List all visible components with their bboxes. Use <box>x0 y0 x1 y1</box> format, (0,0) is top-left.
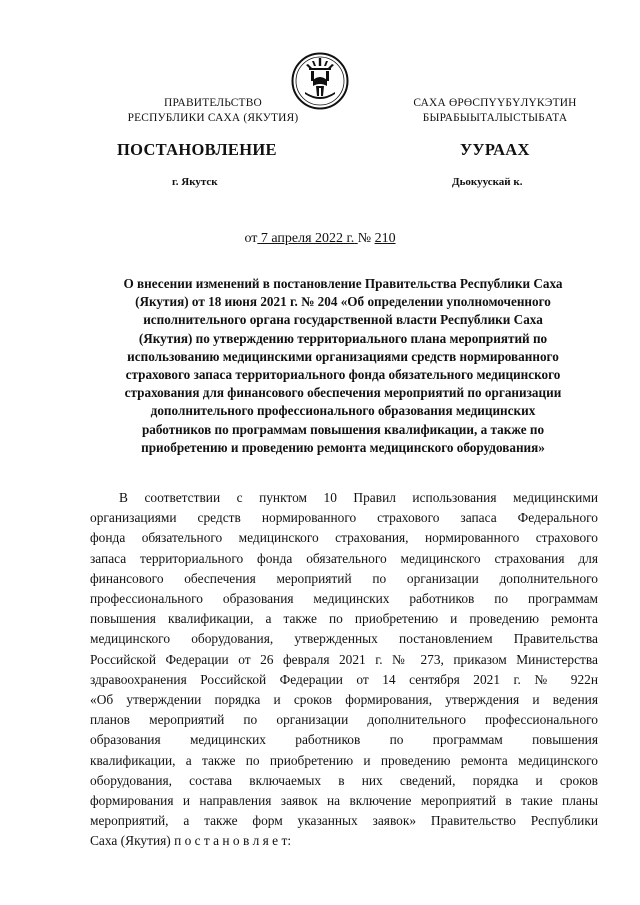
right-org-line1: САХА ӨРӨСПҮҮБҮЛҮКЭТИН <box>413 97 577 109</box>
title-line: дополнительного профессионального образования медицинских <box>150 403 536 419</box>
body-line: оборудования, состава включаемых в них сведений, порядка и сроков <box>90 772 598 788</box>
body-paragraph <box>90 488 598 852</box>
title-line: исполнительного органа государственной власти Республики Саха <box>143 312 543 328</box>
body-line: В соответствии с пунктом 10 Правил использования медицинскими <box>119 490 598 505</box>
body-line: здравоохранения Российской Федерации от 14 сентября 2021 г. № 922н <box>90 671 598 687</box>
number-prefix: № <box>357 231 372 246</box>
title-line: работников по программам повышения квалификации, а также по <box>141 421 545 437</box>
document-date: 7 апреля 2022 г. <box>260 231 355 246</box>
title-line: О внесении изменений в постановление Правительства Республики Саха <box>123 276 563 291</box>
body-line: финансового обеспечения мероприятий по организации дополнительного <box>90 570 598 586</box>
title-line: страхования для финансового обеспечения мероприятий по организации <box>124 385 562 401</box>
body-line: Российской Федерации от 26 февраля 2021 г. № 273, приказом Министерства <box>90 651 598 667</box>
left-org-line2: РЕСПУБЛИКИ САХА (ЯКУТИЯ) <box>127 112 299 124</box>
body-line: медицинского оборудования, утвержденных постановлением Правительства <box>90 631 598 647</box>
title-line: (Якутия) от 18 июня 2021 г. № 204 «Об определении уполномоченного <box>135 294 551 310</box>
body-line: образования медицинских работников по программам повышения <box>90 732 598 748</box>
doctype-ru: ПОСТАНОВЛЕНИЕ <box>117 140 277 159</box>
title-line: использованию медицинскими организациями средств нормированного <box>127 348 559 364</box>
right-org-name <box>380 96 610 126</box>
city-sah: Дьокуускай к. <box>452 176 523 188</box>
body-line: квалификации, а также по приобретению и проведению ремонта медицинского <box>90 752 598 768</box>
body-line: фонда обязательного медицинского страхования, нормированного страхового <box>90 530 598 546</box>
city-ru: г. Якутск <box>172 176 218 188</box>
date-number-line <box>0 231 640 247</box>
body-line: планов мероприятий по организации дополнительного профессионального <box>90 712 598 728</box>
left-org-name <box>100 96 326 126</box>
body-line: повышения квалификации, а также по приобретению и проведению ремонта <box>90 611 598 627</box>
body-line: Саха (Якутия) п о с т а н о в л я е т: <box>90 833 292 849</box>
title-line: страхового запаса территориального фонда обязательного медицинского <box>125 367 561 383</box>
date-prefix: от <box>244 231 258 246</box>
body-line: мероприятий, а также форм указанных заявок» Правительство Республики <box>90 813 598 829</box>
right-org-line2: БЫРАБЫЫТАЛЫСТЫБАТА <box>422 112 568 124</box>
body-line: запаса территориального фонда обязательного медицинского страхования для <box>90 550 598 566</box>
body-line: «Об утверждении порядка и сроков формирования, утверждения и ведения <box>90 692 598 708</box>
document-title <box>88 275 598 457</box>
document-number: 210 <box>374 231 396 246</box>
body-line: организациями средств нормированного страхового запаса Федерального <box>90 510 598 526</box>
doctype-sah: УУРААХ <box>460 140 530 159</box>
title-line: (Якутия) по утверждению территориального плана мероприятий по <box>138 330 548 346</box>
body-line: профессионального образования медицинских работников по программам <box>90 591 598 607</box>
title-line: приобретению и проведению ремонта медицинского оборудования» <box>141 439 545 455</box>
body-line: формирования и направления заявок на включение мероприятий в такие планы <box>90 793 598 809</box>
left-org-line1: ПРАВИТЕЛЬСТВО <box>164 97 262 109</box>
